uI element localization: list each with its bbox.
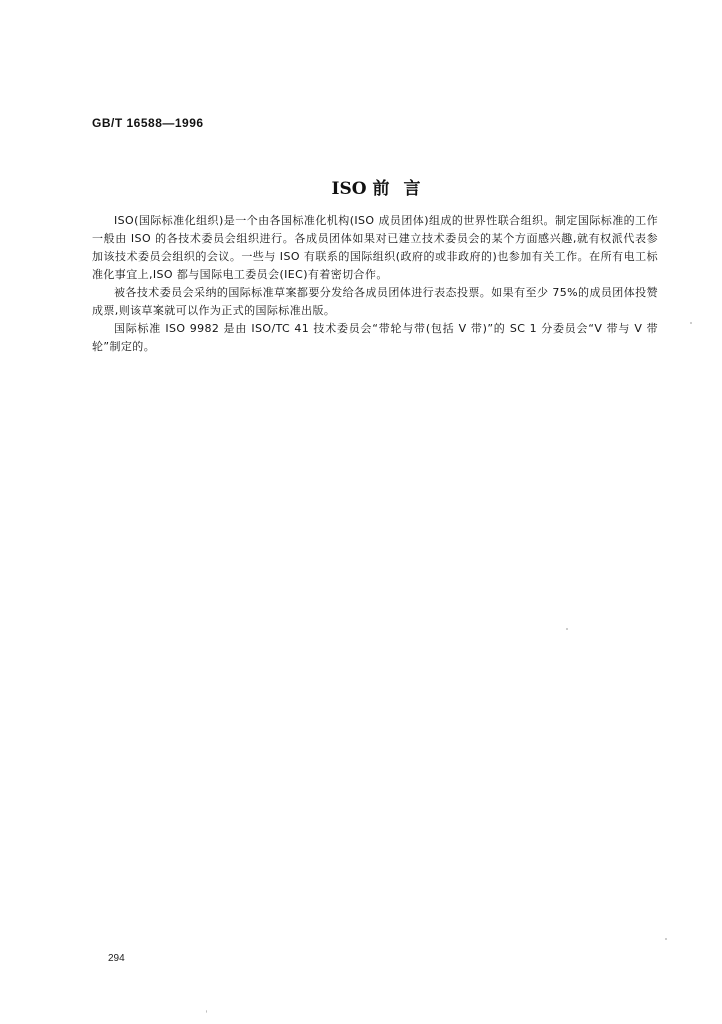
title-part-1: ISO 前 [331, 179, 390, 199]
foreword-body [92, 212, 658, 356]
scan-speck [665, 938, 667, 940]
page-title [0, 174, 722, 199]
scan-speck [206, 1010, 207, 1013]
paragraph-1: ISO(国际标准化组织)是一个由各国标准化机构(ISO 成员团体)组成的世界性联合组织。制定国际标准的工作一般由 ISO 的各技术委员会组织进行。各成员团体如果对已建立技术委员会的某个方面感兴趣,就有权派代表参加该技术委员会组织的会议。一些与 ISO 有联系的国际组织(政府的或非政府的)也参加有关工作。在所有电工标准化事宜上,ISO 都与国际电工委员会(IEC)有着密切合作。 [92, 214, 658, 281]
scan-speck [566, 628, 568, 630]
paragraph-2: 被各技术委员会采纳的国际标准草案都要分发给各成员团体进行表态投票。如果有至少 75%的成员团体投赞成票,则该草案就可以作为正式的国际标准出版。 [92, 286, 658, 317]
paragraph-3: 国际标准 ISO 9982 是由 ISO/TC 41 技术委员会“带轮与带(包括 V 带)”的 SC 1 分委员会“V 带与 V 带轮”制定的。 [92, 322, 658, 353]
title-part-2: 言 [403, 179, 421, 199]
standard-identifier: GB/T 16588—1996 [92, 116, 204, 130]
page-number: 294 [108, 953, 125, 964]
scan-speck [690, 322, 692, 324]
